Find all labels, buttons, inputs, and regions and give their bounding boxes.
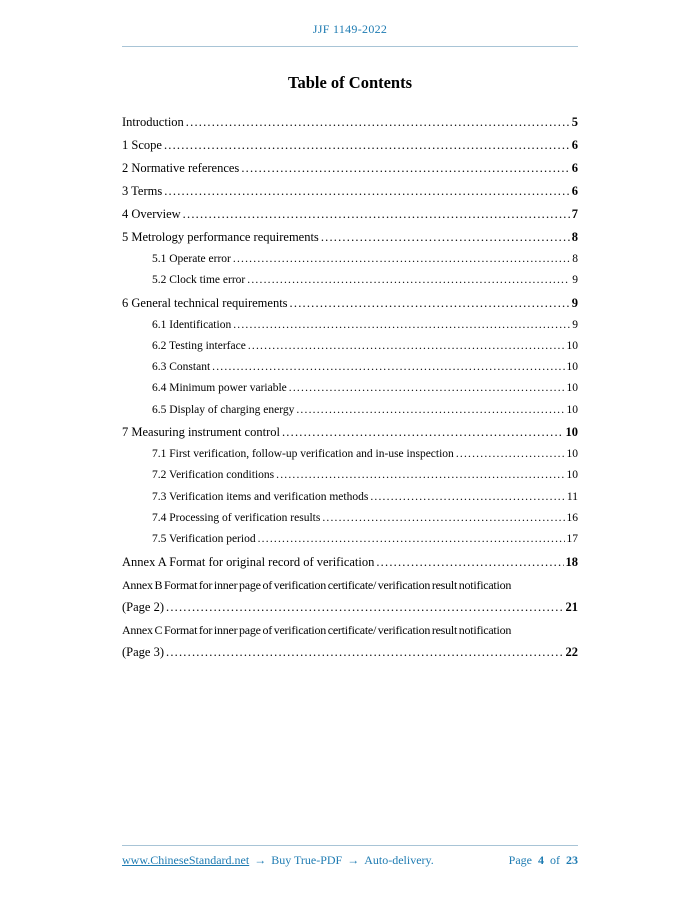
page-content — [0, 73, 700, 660]
toc-entry — [122, 319, 578, 333]
toc-entry-label: 7.3 Verification items and verification methods — [152, 490, 369, 503]
toc-leader-dots — [166, 645, 564, 660]
website-link[interactable]: www.ChineseStandard.net — [122, 853, 250, 867]
toc-entry — [122, 512, 578, 526]
toc-entry-label: 7.2 Verification conditions — [152, 469, 275, 482]
table-of-contents — [122, 115, 578, 660]
toc-page-number: 10 — [566, 361, 578, 374]
toc-entry-label: Annex C Format for inner page of verification certificate/ verification result notification — [122, 622, 512, 637]
toc-entry-label: Annex A Format for original record of verification — [122, 554, 375, 569]
toc-entry — [122, 361, 578, 375]
toc-leader-dots — [456, 448, 565, 462]
toc-page-number: 10 — [566, 339, 578, 352]
page-title: Table of Contents — [287, 73, 413, 92]
toc-page-number: 10 — [566, 403, 578, 416]
toc-page-number: 5 — [571, 115, 578, 129]
toc-entry — [122, 382, 578, 396]
toc-entry-label: 4 Overview — [122, 207, 181, 221]
toc-entry-label: 7.1 First verification, follow-up verification and in-use inspection — [152, 448, 454, 461]
toc-page-number: 18 — [565, 554, 578, 569]
page-header — [0, 0, 700, 47]
toc-entry — [122, 138, 578, 153]
toc-leader-dots — [258, 533, 565, 547]
toc-entry-label: 1 Scope — [122, 138, 162, 152]
toc-leader-dots — [247, 274, 570, 288]
header-divider — [122, 46, 578, 47]
toc-entry — [122, 448, 578, 462]
toc-entry-label: (Page 2) — [122, 599, 164, 614]
toc-entry — [122, 469, 578, 483]
toc-page-number: 17 — [566, 533, 578, 546]
toc-page-number: 11 — [566, 490, 578, 503]
standard-code: JJF 1149-2022 — [312, 22, 388, 36]
toc-entry — [122, 623, 578, 660]
toc-leader-dots — [183, 207, 570, 222]
toc-leader-dots — [276, 469, 564, 483]
toc-entry — [122, 115, 578, 130]
toc-entry-label: 5.1 Operate error — [152, 253, 231, 265]
toc-entry-label: 6.2 Testing interface — [152, 339, 246, 352]
toc-entry — [122, 161, 578, 176]
toc-entry-label: 7.4 Processing of verification results — [152, 511, 321, 524]
toc-entry-label: Introduction — [122, 115, 184, 129]
toc-entry-label: (Page 3) — [122, 645, 164, 660]
toc-entry — [122, 578, 578, 615]
buy-pdf-label: Buy True-PDF — [271, 853, 343, 867]
toc-leader-dots — [322, 512, 564, 526]
footer-links — [122, 853, 434, 868]
toc-leader-dots — [186, 115, 570, 130]
toc-leader-dots — [289, 382, 565, 396]
current-page-number: 4 — [538, 853, 544, 867]
toc-entry-label: 2 Normative references — [122, 161, 240, 175]
toc-leader-dots — [233, 253, 570, 267]
toc-page-number: 10 — [566, 382, 578, 395]
arrow-icon: → — [254, 853, 267, 867]
toc-entry-label: 7 Measuring instrument control — [122, 425, 280, 440]
toc-entry-label: 7.5 Verification period — [152, 533, 256, 546]
toc-page-number: 6 — [571, 161, 578, 175]
toc-entry — [122, 533, 578, 547]
toc-leader-dots — [233, 319, 570, 333]
toc-leader-dots — [241, 161, 569, 176]
toc-entry — [122, 253, 578, 267]
of-label: of — [550, 853, 560, 867]
toc-entry-label: 6 General technical requirements — [122, 295, 288, 310]
toc-entry — [122, 296, 578, 311]
toc-entry — [122, 555, 578, 570]
toc-entry — [122, 425, 578, 440]
toc-page-number: 21 — [565, 599, 578, 614]
toc-page-number: 6 — [571, 184, 578, 198]
total-page-number: 23 — [566, 853, 578, 867]
toc-leader-dots — [164, 138, 570, 153]
toc-leader-dots — [370, 491, 565, 505]
toc-entry — [122, 491, 578, 505]
toc-page-number: 9 — [572, 318, 578, 331]
toc-leader-dots — [282, 425, 564, 440]
toc-entry — [122, 274, 578, 288]
toc-entry-label: 3 Terms — [122, 184, 163, 198]
auto-delivery-label: Auto-delivery. — [364, 853, 434, 867]
toc-page-number: 6 — [571, 138, 578, 152]
toc-entry — [122, 340, 578, 354]
page-footer — [122, 845, 578, 868]
footer-divider — [122, 845, 578, 846]
toc-leader-dots — [248, 340, 565, 354]
page-indicator — [509, 853, 578, 868]
page-label: Page — [508, 853, 532, 867]
toc-entry-label: 5.2 Clock time error — [152, 274, 246, 287]
toc-entry — [122, 230, 578, 245]
toc-entry-label: 6.3 Constant — [152, 361, 211, 374]
toc-entry-label: Annex B Format for inner page of verification certificate/ verification result notification — [122, 577, 512, 592]
toc-entry — [122, 184, 578, 199]
toc-page-number: 8 — [572, 253, 578, 265]
toc-page-number: 16 — [566, 511, 578, 524]
toc-leader-dots — [290, 296, 570, 311]
toc-page-number: 9 — [572, 274, 578, 287]
toc-entry-label: 6.4 Minimum power variable — [152, 382, 287, 395]
toc-page-number: 10 — [566, 469, 578, 482]
toc-leader-dots — [321, 230, 570, 245]
toc-entry-label: 5 Metrology performance requirements — [122, 230, 319, 244]
toc-leader-dots — [376, 555, 563, 570]
toc-page-number: 9 — [571, 295, 578, 310]
toc-leader-dots — [166, 600, 564, 615]
toc-entry — [122, 207, 578, 222]
toc-leader-dots — [164, 184, 570, 199]
toc-entry-label: 6.1 Identification — [152, 318, 232, 331]
toc-entry — [122, 404, 578, 418]
toc-page-number: 10 — [566, 448, 578, 461]
toc-entry-label: 6.5 Display of charging energy — [152, 403, 295, 416]
arrow-icon: → — [347, 853, 360, 867]
toc-page-number: 10 — [565, 425, 578, 440]
toc-page-number: 7 — [571, 207, 578, 221]
toc-leader-dots — [212, 361, 564, 375]
toc-leader-dots — [296, 404, 564, 418]
toc-page-number: 22 — [565, 645, 578, 660]
toc-page-number: 8 — [571, 230, 578, 244]
